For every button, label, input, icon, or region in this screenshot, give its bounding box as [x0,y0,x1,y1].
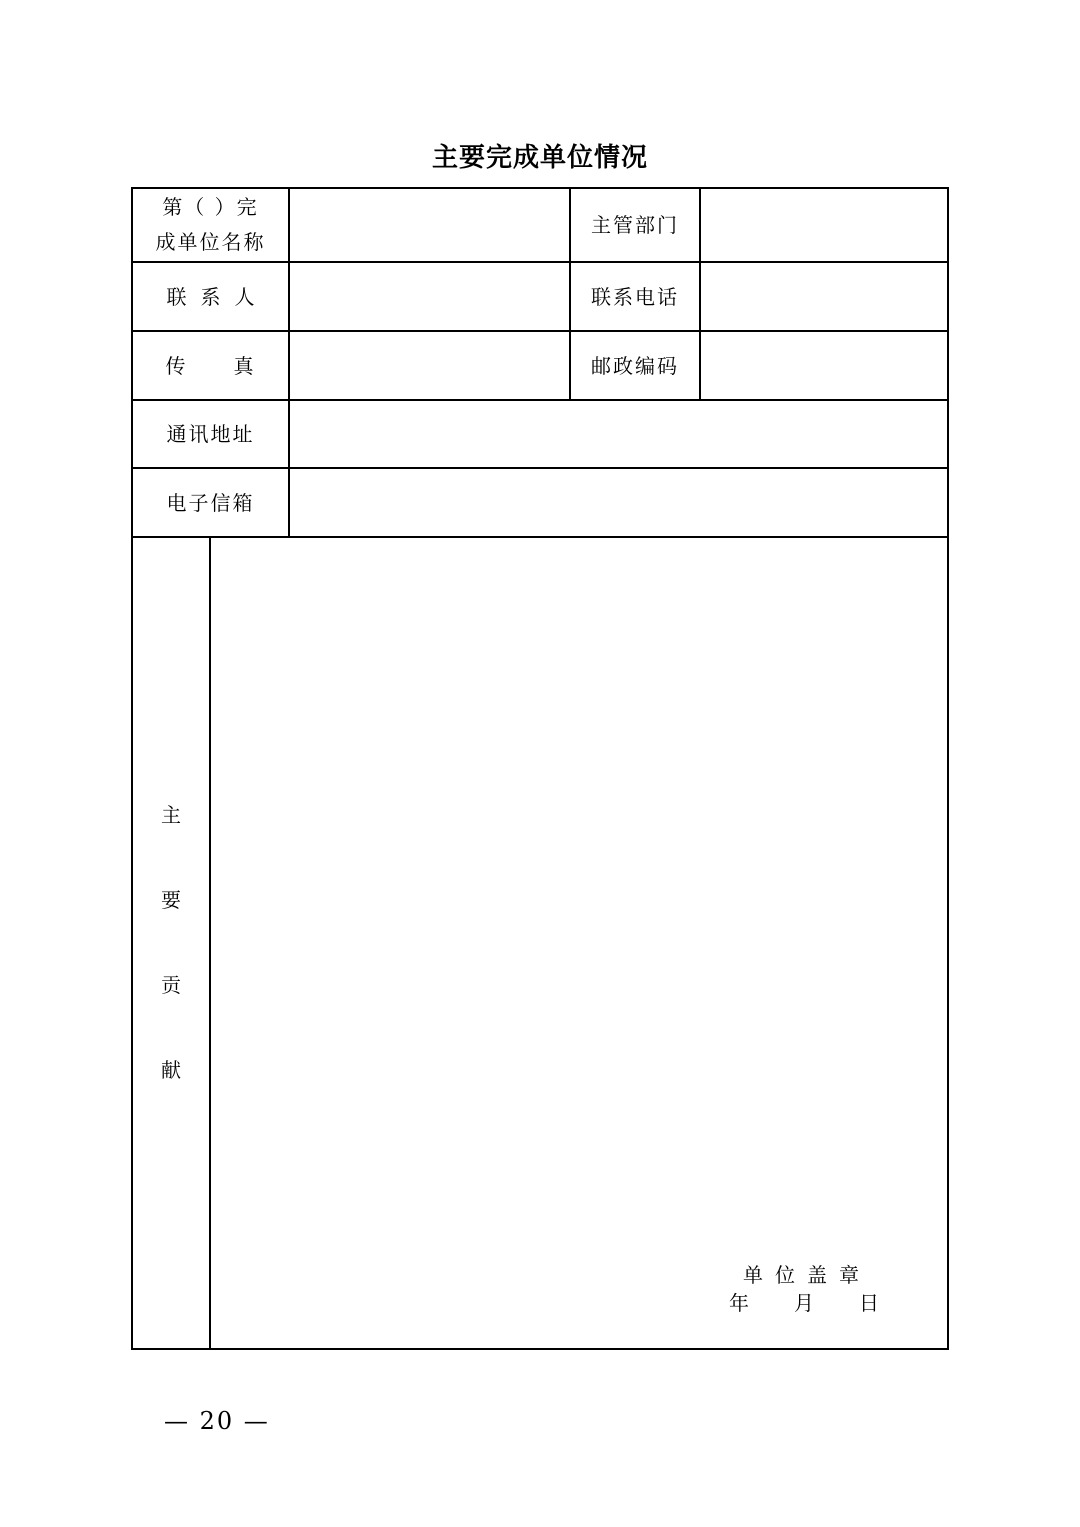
table-border-right [947,187,949,1350]
seal-area [729,1261,929,1317]
contribution-field[interactable] [211,538,947,1348]
contribution-label-char: 主 [161,803,181,827]
contact-person-field[interactable] [290,263,569,330]
postal-code-field[interactable] [701,332,947,399]
seal-date [729,1289,879,1317]
fax-label-char1: 传 [165,353,188,378]
page-title: 主要完成单位情况 [431,143,648,173]
supervisor-label: 主管部门 [591,213,679,237]
fax-label-char2: 真 [233,353,256,378]
contribution-label-char: 献 [161,1058,181,1082]
table-border-bottom [131,1348,949,1350]
unit-name-field[interactable] [290,189,569,261]
page-number: — 20 — [164,1407,270,1435]
date-month-label: 月 [794,1291,814,1315]
address-field[interactable] [290,401,947,467]
fax-label [133,332,288,399]
contribution-label [133,538,209,1348]
address-label: 通讯地址 [166,422,255,446]
contact-phone-label: 联系电话 [591,284,679,309]
contribution-label-char: 贡 [161,973,181,997]
email-label: 电子信箱 [166,490,255,515]
unit-name-label-line2: 成单位名称 [155,230,266,254]
date-day-label: 日 [859,1291,879,1315]
postal-code-label: 邮政编码 [591,353,679,378]
unit-name-label-line1: 第（ ）完 [162,195,259,219]
supervisor-field[interactable] [701,189,947,261]
fax-field[interactable] [290,332,569,399]
date-year-label: 年 [729,1291,749,1315]
form-table [131,187,949,1350]
contact-phone-field[interactable] [701,263,947,330]
contact-person-label: 联系人 [166,284,269,309]
unit-name-label [133,189,288,261]
contribution-label-char: 要 [161,888,181,912]
email-field[interactable] [290,469,947,536]
seal-label: 单位盖章 [743,1263,871,1287]
